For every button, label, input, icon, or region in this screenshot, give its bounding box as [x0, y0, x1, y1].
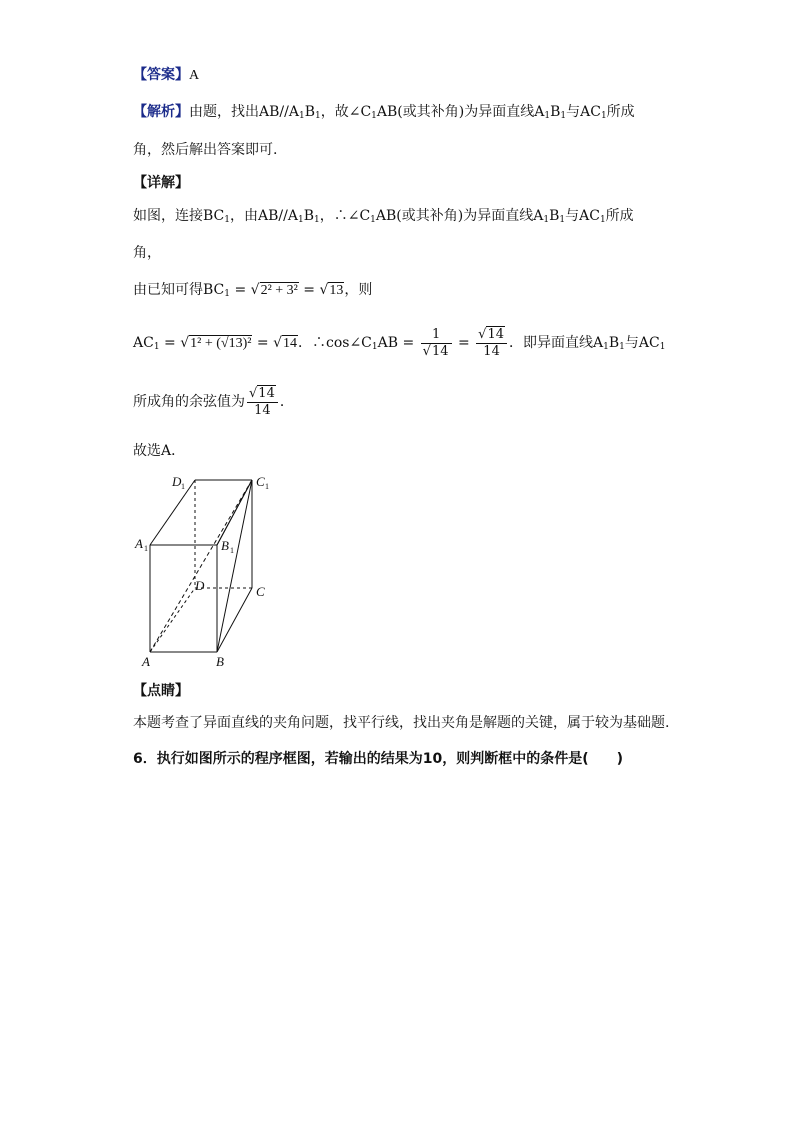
detail-line-6: 故选A． — [133, 443, 186, 459]
fraction-denominator: √14 — [422, 343, 449, 359]
detail-text: ，则 — [344, 282, 373, 298]
radicand: 14 — [487, 326, 504, 342]
detail-text: ．∴cos∠C — [298, 335, 372, 351]
label-A1: A — [135, 536, 143, 551]
subscript: 1 — [544, 111, 551, 121]
analysis-text: 由题，找出AB//A — [189, 104, 299, 120]
question-6: 6．执行如图所示的程序框图，若输出的结果为10，则判断框中的条件是( ) — [133, 751, 624, 767]
subscript: 1 — [559, 215, 566, 225]
analysis-text: 所成 — [606, 104, 635, 120]
prism-figure — [132, 470, 292, 670]
subscript: 1 — [543, 215, 550, 225]
fraction-denominator: 14 — [254, 402, 271, 418]
detail-text: = — [252, 335, 274, 351]
detail-text: AC — [133, 335, 154, 351]
label-B1: B — [221, 538, 229, 553]
subscript: 1 — [224, 215, 230, 225]
label-A: A — [142, 654, 150, 669]
subscript: 1 — [371, 111, 377, 121]
detail-line-5 — [133, 384, 294, 420]
edge-AC1-hidden — [150, 480, 252, 652]
subscript: 1 — [298, 111, 305, 121]
label-C: C — [256, 584, 265, 599]
subscript: 1 — [153, 342, 160, 352]
detail-text: 所成 — [605, 208, 634, 224]
subscript: 1 — [371, 342, 378, 352]
detail-tag: 【详解】 — [133, 175, 189, 191]
detail-line-3 — [133, 281, 372, 300]
label-D1-sub: 1 — [181, 482, 185, 491]
analysis-text: B — [304, 104, 315, 120]
sqrt-symbol: √ — [180, 335, 190, 351]
detail-text: AB = — [377, 335, 419, 351]
detail-text: 与AC — [624, 335, 660, 351]
analysis-tag: 【解析】 — [133, 104, 189, 120]
label-C1-sub: 1 — [265, 482, 269, 491]
subscript: 1 — [659, 342, 666, 352]
detail-text: 所成角的余弦值为 — [133, 394, 245, 410]
analysis-text: 与AC — [566, 104, 601, 120]
subscript: 1 — [224, 289, 230, 299]
detail-text: B — [608, 335, 620, 351]
subscript: 1 — [619, 342, 625, 352]
detail-text: = — [230, 282, 251, 298]
analysis-line-2: 角，然后解出答案即可. — [133, 142, 278, 158]
detail-text: 如图，连接BC — [133, 208, 225, 224]
detail-text: ． — [279, 394, 294, 410]
detail-text: ，∴∠C — [319, 208, 371, 224]
detail-line-1 — [133, 207, 634, 225]
comment-text: 本题考查了异面直线的夹角问题，找平行线，找出夹角是解题的关键，属于较为基础题. — [133, 715, 670, 731]
detail-line-4 — [133, 325, 665, 362]
edge-AD-hidden — [150, 588, 195, 652]
answer-line — [133, 66, 199, 85]
fraction-denominator: 14 — [483, 343, 500, 359]
detail-text: AB(或其补角)为异面直线A — [375, 208, 544, 224]
subscript: 1 — [370, 215, 376, 225]
subscript: 1 — [599, 215, 606, 225]
subscript: 1 — [600, 111, 607, 121]
detail-text: ．即异面直线A — [509, 335, 604, 351]
comment-tag-line — [133, 682, 189, 700]
sqrt-symbol: √ — [273, 335, 282, 351]
radicand: 13 — [329, 283, 344, 298]
radicand: 14 — [258, 385, 275, 401]
sqrt-symbol: √ — [319, 282, 329, 298]
detail-text: = — [159, 335, 181, 351]
detail-text: ，由AB//A — [230, 208, 298, 224]
comment-tag: 【点睛】 — [133, 683, 189, 699]
edge-BC1 — [217, 480, 252, 652]
detail-text: B — [303, 208, 314, 224]
subscript: 1 — [560, 111, 567, 121]
detail-text: = — [298, 282, 320, 298]
label-A1-sub: 1 — [144, 544, 148, 553]
label-D: D — [195, 578, 205, 593]
analysis-text: B — [550, 104, 561, 120]
detail-text: B — [549, 208, 560, 224]
fraction — [476, 327, 507, 360]
subscript: 1 — [313, 215, 320, 225]
label-B1-sub: 1 — [230, 546, 234, 555]
analysis-text: ，故∠C — [320, 104, 372, 120]
radicand: 2² + 3² — [260, 283, 298, 298]
edge-B1C1-diag — [217, 480, 252, 545]
edge-BC — [217, 588, 252, 652]
label-C1: C — [256, 474, 265, 489]
detail-tag-line — [133, 174, 189, 192]
radicand: 14 — [431, 343, 449, 359]
fraction-numerator: 1 — [421, 327, 452, 344]
answer-value: A — [189, 68, 200, 83]
fraction-numerator: √14 — [476, 327, 507, 344]
label-B: B — [216, 654, 224, 669]
fraction-numerator: √14 — [247, 386, 278, 403]
radicand: 1² + (√13)² — [190, 336, 252, 351]
detail-text: = — [453, 335, 475, 351]
analysis-text: AB(或其补角)为异面直线A — [376, 104, 545, 120]
radicand: 14 — [283, 336, 297, 351]
fraction — [421, 327, 452, 360]
answer-tag: 【答案】 — [133, 67, 189, 83]
fraction — [247, 386, 278, 419]
subscript: 1 — [297, 215, 304, 225]
analysis-line-1 — [133, 103, 635, 121]
label-D1: D — [172, 474, 182, 489]
detail-text: 与AC — [565, 208, 600, 224]
subscript: 1 — [603, 342, 609, 352]
sqrt-symbol: √ — [250, 282, 260, 298]
edge-D1A1 — [150, 480, 195, 545]
detail-text: 由已知可得BC — [133, 282, 225, 298]
subscript: 1 — [314, 111, 321, 121]
detail-line-2: 角， — [133, 245, 161, 261]
